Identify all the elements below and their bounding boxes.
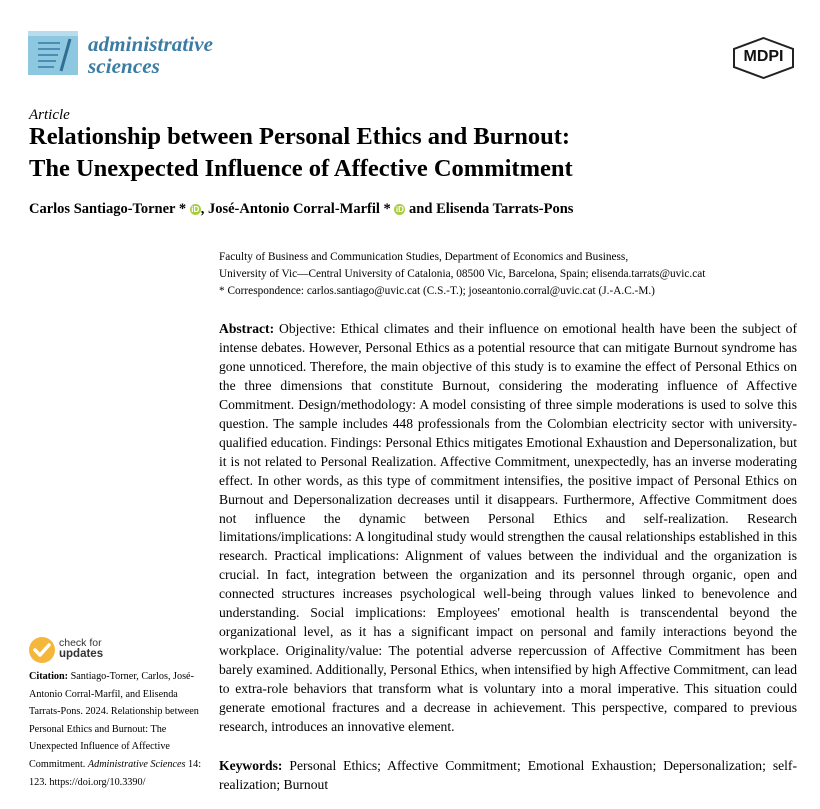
author-name[interactable]: Elisenda Tarrats-Pons (436, 201, 574, 217)
paper-title (29, 121, 789, 185)
author-separator: and (405, 201, 437, 217)
citation-journal: Administrative Sciences (87, 758, 186, 770)
title-line2: The Unexpected Influence of Affective Commitment (29, 155, 573, 182)
journal-logo-icon (28, 31, 78, 75)
citation (29, 668, 209, 791)
check-updates-icon (28, 636, 56, 664)
abstract (219, 320, 797, 737)
keywords-label: Keywords: (219, 758, 283, 773)
journal-name-line2: sciences (88, 54, 160, 78)
publisher-logo-text: MDPI (743, 48, 784, 65)
author-name[interactable]: José-Antonio Corral-Marfil * (207, 201, 391, 217)
keywords (219, 757, 797, 795)
journal-name (88, 33, 213, 77)
affiliation-line: Faculty of Business and Communication Studies, Department of Economics and Business, (219, 251, 629, 263)
affiliations (219, 249, 809, 300)
author-separator: , (200, 201, 208, 217)
abstract-text: Objective: Ethical climates and their influence on emotional health have been the subject of intense debates. However, Personal Ethics as a potential resource that can mitigate Burnout syndrome has gone unnoticed. Therefore, the main objective of this study is to examine the effect of Personal Ethics on the three dimensions that constitute Burnout, considering the moderating influence of Affective Commitment. Design/methodology: A model consisting of three simple moderations is used to solve this question. The sample includes 448 professionals from the Colombian electricity sector with university-qualified education. Findings: Personal Ethics mitigates Emotional Exhaustion and Depersonalization, but it is not related to Personal Realization. Affective Commitment, unexpectedly, has an inverse moderating effect. In other words, as this type of commitment intensifies, the positive impact of Personal Ethics on Burnout and Depersonalization decreases until it disappears. Furthermore, Affective Commitment does not influence the dynamic between Personal Ethics and self-realization. Research limitations/implications: A longitudinal study would strengthen the causal relationships established in this research. Practical implications: Alignment of values between the individual and the organization is crucial. In fact, integration between the organization and its personnel through organic, open and connected structures increases psychological well-being through values linked to benevolence and understanding. Social implications: Employees' emotional health is transcendental beyond the organizational level, as it has a significant impact on personal and family interactions beyond the workplace. Originality/value: The potential adverse repercussion of Affective Commitment has been barely examined. Additionally, Personal Ethics, when intensified by high Affective Commitment, can lead to extra-role behaviors that transform what is voluntary into a moral imperative. This situation could generate emotional fractures and a decrease in achievement. This perspective, compared to previous research, introduces an innovative element. (219, 321, 797, 735)
abstract-label: Abstract: (219, 321, 275, 336)
check-updates-line1: check for (59, 637, 102, 649)
orcid-icon[interactable]: iD (191, 205, 200, 214)
author-list (29, 201, 573, 218)
citation-label: Citation: (29, 671, 69, 682)
journal-name-line1: administrative (88, 32, 214, 56)
orcid-icon[interactable]: iD (395, 205, 404, 214)
article-type: Article (29, 107, 70, 123)
keywords-text: Personal Ethics; Affective Commitment; Emotional Exhaustion; Depersonalization; self-realization; Burnout (219, 758, 797, 792)
affiliation-line: University of Vic—Central University of Catalonia, 08500 Vic, Barcelona, Spain; elisenda.tarrats@uvic.cat (219, 268, 706, 280)
check-updates-line2: updates (59, 648, 104, 660)
correspondence-line: * Correspondence: carlos.santiago@uvic.cat (C.S.-T.); joseantonio.corral@uvic.cat (J.-A.C.-M.) (219, 285, 655, 297)
title-line1: Relationship between Personal Ethics and Burnout: (29, 123, 571, 150)
author-name[interactable]: Carlos Santiago-Torner * (29, 201, 187, 217)
check-updates-text (59, 638, 103, 660)
citation-text: Santiago-Torner, Carlos, José-Antonio Corral-Marfil, and Elisenda Tarrats-Pons. 2024. Relationship between Personal Ethics and Burnout: The Unexpected Influence of Affective Commitment. (29, 671, 199, 770)
check-for-updates-button[interactable] (28, 636, 148, 666)
citation-doi[interactable]: 14: 123. https://doi.org/10.3390/ (29, 758, 202, 788)
